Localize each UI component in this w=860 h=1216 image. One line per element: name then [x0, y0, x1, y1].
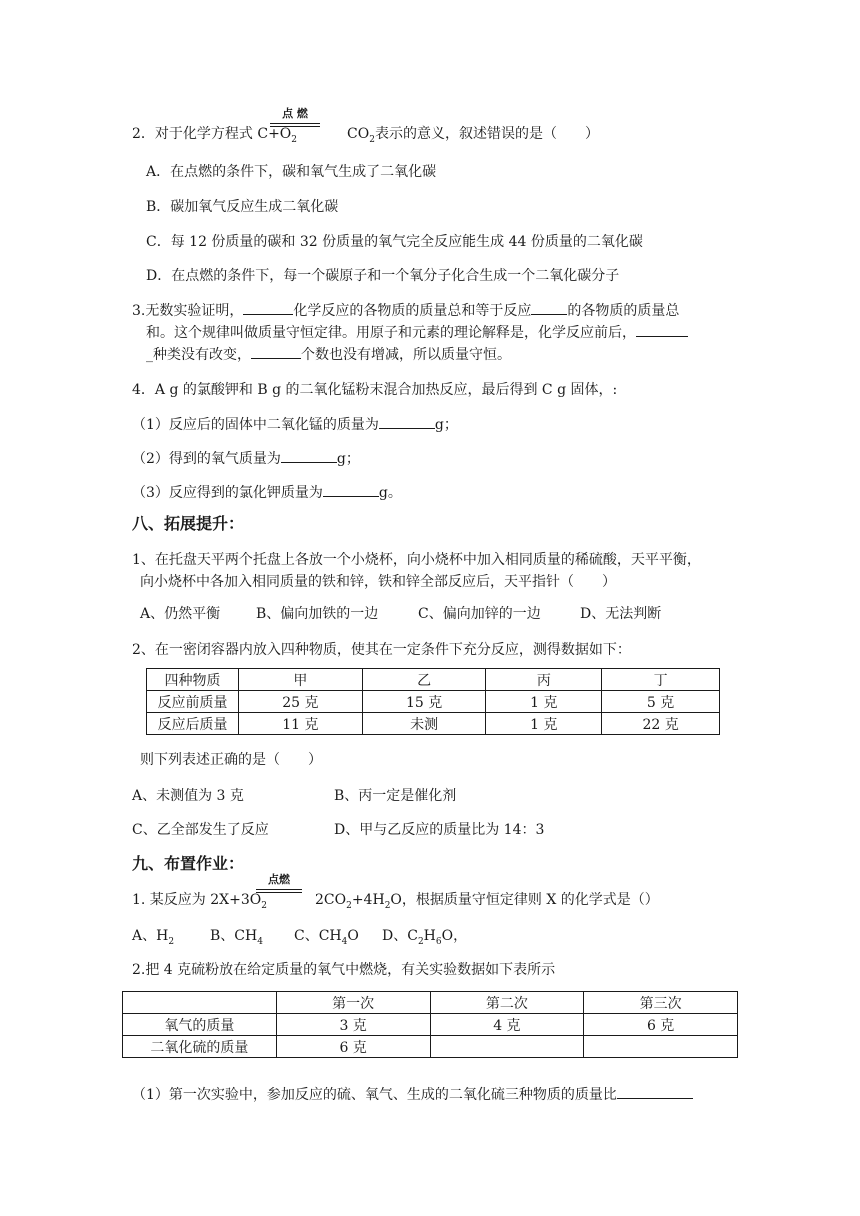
q2-option-d: D．在点燃的条件下，每一个碳原子和一个氧分子化合生成一个二氧化碳分子 — [146, 268, 620, 284]
table-cell: 反应前质量 — [147, 691, 239, 713]
table-row — [147, 691, 720, 713]
sec9-q2-blank-1[interactable] — [617, 1084, 693, 1099]
table-cell: 6 克 — [276, 1036, 430, 1058]
section-9-title: 九、布置作业： — [132, 854, 245, 873]
table-header-cell: 四种物质 — [147, 669, 239, 691]
q2-stem: 2．对于化学方程式 $C+O_2$ $CO_2$表示的意义，叙述错误的是（ ） — [132, 126, 599, 145]
table-cell: 二氧化硫的质量 — [123, 1036, 277, 1058]
q4-stem: 4．A g 的氯酸钾和 B g 的二氧化锰粉末混合加热反应，最后得到 C g 固体，: — [132, 382, 618, 398]
q4-blank-1[interactable] — [379, 414, 435, 429]
q4-part-3: （3）反应得到的氯化钾质量为 g。 — [132, 482, 402, 503]
q4-part-1: （1）反应后的固体中二氧化锰的质量为 g； — [132, 414, 458, 435]
sec8-q2-option-c: C、乙全部发生了反应 — [132, 822, 269, 838]
table-cell: 氧气的质量 — [123, 1014, 277, 1036]
sec9-q1-option-c: C、$CH_4O$ — [294, 928, 359, 947]
table-header-cell: 乙 — [362, 669, 486, 691]
table-header-cell: 第三次 — [584, 992, 738, 1014]
table-header-row — [123, 992, 738, 1014]
table-row — [123, 1036, 738, 1058]
table-row — [147, 713, 720, 735]
table-cell: 3 克 — [276, 1014, 430, 1036]
table-cell: 1 克 — [486, 691, 602, 713]
table-cell: 22 克 — [602, 713, 720, 735]
table-header-cell — [123, 992, 277, 1014]
section-8-title: 八、拓展提升： — [132, 514, 245, 533]
table-cell: 1 克 — [486, 713, 602, 735]
sec9-q1-option-d: D、$C_2H_6O$， — [382, 928, 468, 947]
q4-blank-3[interactable] — [323, 482, 379, 497]
sec9-data-table — [122, 991, 738, 1058]
sec9-q1-option-a: A、$H_2$ — [132, 928, 175, 947]
table-header-cell: 甲 — [239, 669, 363, 691]
q2-reaction-condition: 点 燃 — [282, 107, 308, 120]
q3-line-1: 3.无数实验证明， 化学反应的各物质的质量总和等于反应 的各物质的质量总 — [132, 300, 679, 321]
sec9-q1-option-b: B、$CH_4$ — [210, 928, 263, 947]
sec9-q2-stem: 2.把 4 克硫粉放在给定质量的氧气中燃烧，有关实验数据如下表所示 — [132, 962, 556, 978]
table-cell: 5 克 — [602, 691, 720, 713]
q4-part-2: （2）得到的氧气质量为 g； — [132, 448, 360, 469]
sec9-q2-part-1: （1）第一次实验中，参加反应的硫、氧气、生成的二氧化硫三种物质的质量比 — [132, 1084, 693, 1105]
table-cell: 未测 — [362, 713, 486, 735]
sec8-q1-option-a: A、仍然平衡 — [140, 606, 221, 622]
table-cell: 6 克 — [584, 1014, 738, 1036]
q2-equals-sign — [270, 123, 320, 127]
q2-option-a: A．在点燃的条件下，碳和氧气生成了二氧化碳 — [146, 164, 437, 180]
sec8-q1-option-b: B、偏向加铁的一边 — [256, 606, 379, 622]
sec8-q2-option-d: D、甲与乙反应的质量比为 14：3 — [334, 822, 545, 838]
q3-blank-4[interactable] — [251, 344, 301, 359]
table-header-cell: 第二次 — [430, 992, 584, 1014]
table-cell: 25 克 — [239, 691, 363, 713]
sec9-q1-stem: 1. 某反应为 $2X+3O_2$ $2CO_2+4H_2O$，根据质量守恒定律则 X 的化学式是（） — [132, 892, 659, 911]
q3-line-2: 和。这个规律叫做质量守恒定律。用原子和元素的理论解释是，化学反应前后， — [146, 322, 688, 343]
q4-blank-2[interactable] — [281, 448, 337, 463]
sec8-q1-line-2: 向小烧杯中各加入相同质量的铁和锌，铁和锌全部反应后，天平指针（ ） — [140, 574, 616, 590]
sec8-q2-option-b: B、丙一定是催化剂 — [334, 788, 457, 804]
table-cell — [584, 1036, 738, 1058]
table-cell: 4 克 — [430, 1014, 584, 1036]
table-cell: 11 克 — [239, 713, 363, 735]
q3-blank-2[interactable] — [531, 300, 567, 315]
sec9-equals-sign — [256, 889, 302, 893]
table-header-cell: 丁 — [602, 669, 720, 691]
table-header-cell: 丙 — [486, 669, 602, 691]
q2-option-c: C．每 12 份质量的碳和 32 份质量的氧气完全反应能生成 44 份质量的二氧化碳 — [146, 234, 643, 250]
table-row — [123, 1014, 738, 1036]
sec8-q2-ask: 则下列表述正确的是（ ） — [140, 752, 322, 768]
q3-line-3: _种类没有改变， 个数也没有增减，所以质量守恒。 — [146, 344, 511, 365]
table-cell: 反应后质量 — [147, 713, 239, 735]
q3-blank-3[interactable] — [636, 322, 688, 337]
sec8-q1-line-1: 1、在托盘天平两个托盘上各放一个小烧杯，向小烧杯中加入相同质量的稀硫酸，天平平衡， — [132, 552, 701, 568]
sec9-reaction-condition: 点燃 — [268, 873, 290, 886]
table-cell: 15 克 — [362, 691, 486, 713]
sec8-data-table — [146, 668, 720, 735]
q3-blank-1[interactable] — [243, 300, 293, 315]
q2-option-b: B．碳加氧气反应生成二氧化碳 — [146, 199, 339, 215]
table-header-row — [147, 669, 720, 691]
sec8-q1-option-d: D、无法判断 — [580, 606, 662, 622]
sec8-q2-option-a: A、未测值为 3 克 — [132, 788, 244, 804]
table-header-cell: 第一次 — [276, 992, 430, 1014]
sec8-q2-stem: 2、在一密闭容器内放入四种物质，使其在一定条件下充分反应，测得数据如下： — [132, 642, 631, 658]
sec8-q1-option-c: C、偏向加锌的一边 — [418, 606, 541, 622]
table-cell — [430, 1036, 584, 1058]
